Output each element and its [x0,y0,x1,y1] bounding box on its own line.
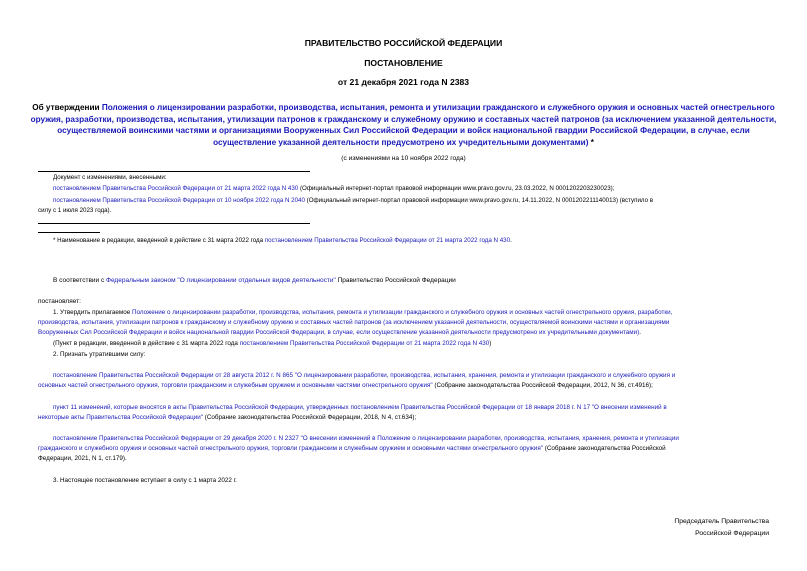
decides-label: постановляет: [38,298,81,305]
paragraph-2: 2. Признать утратившими силу: [53,351,146,358]
title-asterisk: * [588,137,594,147]
repealed-act-link[interactable]: пункт 11 изменений, которые вносятся в акты Правительства Российской Федерации, утвержденных постановлением Правительства Российской Федерации от 18 января 2018 г. N 17 "О внесении изменений в [53,404,667,411]
amendments-heading: Документ с изменениями, внесенными: [53,174,167,181]
changes-note: (с изменениями на 10 ноября 2022 года) [341,155,466,162]
amendment-link[interactable]: постановлением Правительства Российской Федерации от 21 марта 2022 года N 430 [239,340,490,347]
repealed-item [53,434,773,444]
divider [38,223,310,224]
document-title [30,102,777,148]
amendment-link[interactable]: постановлением Правительства Российской Федерации от 10 ноября 2022 года N 2040 [53,197,305,204]
title-prefix: Об утверждении [32,103,102,112]
federal-law-link[interactable]: Федеральным законом "О лицензировании отдельных видов деятельности" [106,277,336,284]
divider [38,171,310,172]
signature-subtitle: Российской Федерации [695,530,769,537]
amendment-link[interactable]: постановлением Правительства Российской Федерации от 21 марта 2022 года N 430 [53,185,299,192]
amendment-item: постановлением Правительства Российской Федерации от 10 ноября 2022 года N 2040 (Официальный интернет-портал правовой информации www.pravo.gov.ru, 14.11.2022, N 0001202211140013) (вступило в [53,197,654,204]
document-date-number: от 21 декабря 2021 года N 2383 [337,77,470,87]
repealed-act-link[interactable]: некоторые акты Правительства Российской Федерации" [38,414,203,421]
footnote: * Наименование в редакции, введенной в действие с 31 марта 2022 года постановлением Правительства Российской Федерации от 21 марта 2022 года N 430. [53,237,512,244]
preamble: В соответствии с Федеральным законом "О лицензировании отдельных видов деятельности" Правительство Российской Федерации [53,277,456,284]
repealed-act-link[interactable]: постановление Правительства Российской Федерации от 28 августа 2012 г. N 865 "О лицензировании разработки, производства, испытания, хранения, ремонта и утилизации гражданского и служебного оружия и [53,372,676,379]
paragraph-3: 3. Настоящее постановление вступает в силу с 1 марта 2022 г. [53,477,237,484]
amendment-item-continued: силу с 1 июля 2023 года). [38,207,112,214]
title-regulation-link[interactable]: Положения о лицензировании разработки, производства, испытания, ремонта и утилизации гражданского и служебного оружия и основных частей огнестрельного оружия, разработки, производства, испытания, утилизации патронов к гражданскому и служебному оружию и составных частей патронов (за исключением указанной деятельности, осуществляемой воинскими частями и организациями Вооруженных Сил Российской Федерации и войск национальной гвардии Российской Федерации, в случае, если осуществление указанной деятельности предусмотрено их учредительными документами) [30,103,777,147]
regulation-link[interactable]: Вооруженных Сил Российской Федерации и войск национальной гвардии Российской Федерации, в случае, если осуществление указанной деятельности предусмотрено их учредительными документами) [38,329,640,336]
regulation-link[interactable]: Положение о лицензировании разработки, производства, испытания, ремонта и утилизации гражданского и служебного оружия и основных частей огнестрельного оружия, разработки, [131,309,673,316]
paragraph-1-line [38,318,773,328]
repealed-act-link[interactable]: постановление Правительства Российской Федерации от 29 декабря 2020 г. N 2327 "О внесении изменений в Положение о лицензировании разработки, производства, испытания, хранения, ремонта и утилизации [53,435,679,442]
document-type: ПОСТАНОВЛЕНИЕ [364,58,443,68]
repealed-act-link[interactable]: гражданского и служебного оружия и основных частей огнестрельного оружия, торговли гражданским и служебным оружием и основными частями огнестрельного оружия" [38,445,543,452]
amendment-item: постановлением Правительства Российской Федерации от 21 марта 2022 года N 430 (Официальный интернет-портал правовой информации www.pravo.gov.ru, 23.03.2022, N 0001202203230023); [53,185,615,192]
repealed-item-line: гражданского и служебного оружия и основных частей огнестрельного оружия, торговли гражданским и служебным оружием и основными частями огнестрельного оружия" (Собрание законодательства Российской [38,445,666,452]
repealed-item-line: Федерации, 2021, N 1, ст.179). [38,455,127,462]
paragraph-1: 1. Утвердить прилагаемое Положение о лицензировании разработки, производства, испытания, ремонта и утилизации гражданского и служебного оружия и основных частей огнестрельного оружия, разработки, [53,309,673,316]
repealed-item [53,371,773,381]
paragraph-1-note: (Пункт в редакции, введенной в действие с 31 марта 2022 года постановлением Правительства Российской Федерации от 21 марта 2022 года N 430) [53,340,492,347]
footnote-link[interactable]: постановлением Правительства Российской Федерации от 21 марта 2022 года N 430 [264,237,511,244]
repealed-item [53,403,773,413]
repealed-item-line: основных частей огнестрельного оружия, торговли гражданским и служебным оружием и основными частями огнестрельного оружия" (Собрание законодательства Российской Федерации, 2012, N 36, ст.4916); [38,382,653,389]
signature-title: Председатель Правительства [674,518,769,525]
repealed-act-link[interactable]: основных частей огнестрельного оружия, торговли гражданским и служебным оружием и основными частями огнестрельного оружия" [38,382,433,389]
repealed-item-line: некоторые акты Правительства Российской Федерации" (Собрание законодательства Российской Федерации, 2018, N 4, ст.634); [38,414,417,421]
regulation-link[interactable]: производства, испытания, утилизации патронов к гражданскому и служебному оружию и составных частей патронов (за исключением указанной деятельности, осуществляемой воинскими частями и организациями [38,319,670,326]
footnote-divider [38,232,100,233]
paragraph-1-line: Вооруженных Сил Российской Федерации и войск национальной гвардии Российской Федерации, в случае, если осуществление указанной деятельности предусмотрено их учредительными документами). [38,329,641,336]
government-heading: ПРАВИТЕЛЬСТВО РОССИЙСКОЙ ФЕДЕРАЦИИ [304,38,503,48]
